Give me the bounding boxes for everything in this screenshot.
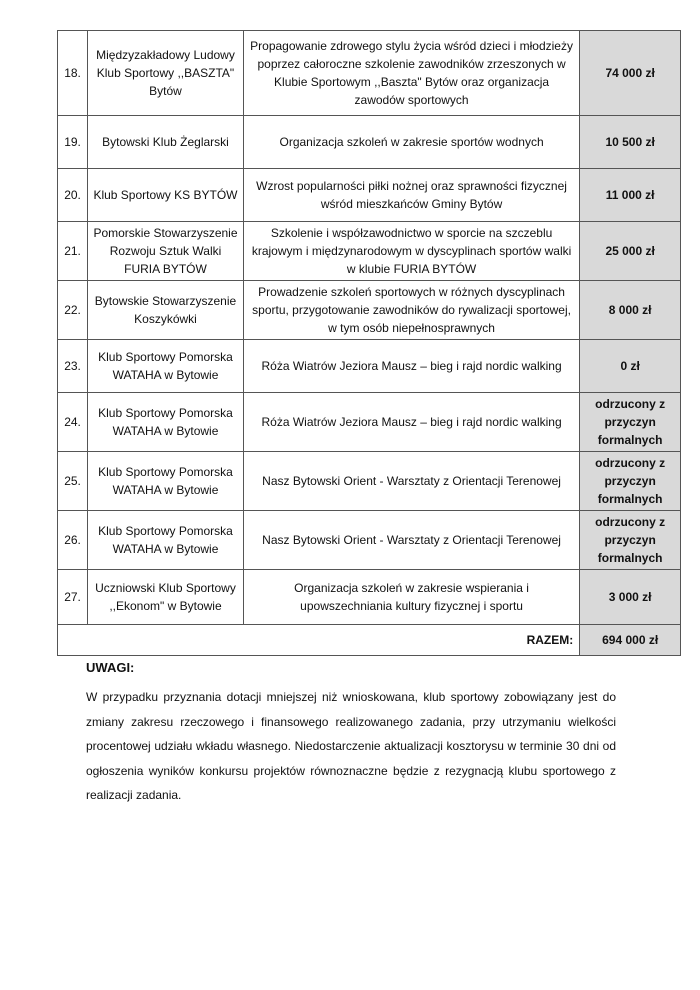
task-description: Róża Wiatrów Jeziora Mausz – bieg i rajd nordic walking <box>243 393 579 452</box>
total-amount: 694 000 zł <box>580 625 681 656</box>
row-number: 24. <box>58 393 88 452</box>
table-row <box>58 452 681 511</box>
organization-name: Międzyzakładowy Ludowy Klub Sportowy ,,BASZTA" Bytów <box>88 31 244 116</box>
row-number: 26. <box>58 511 88 570</box>
task-description: Nasz Bytowski Orient - Warsztaty z Orientacji Terenowej <box>243 511 579 570</box>
grant-amount: 11 000 zł <box>580 169 681 222</box>
table-row <box>58 393 681 452</box>
grant-amount: 0 zł <box>580 340 681 393</box>
table-row <box>58 116 681 169</box>
grant-amount: 8 000 zł <box>580 281 681 340</box>
table-row <box>58 31 681 116</box>
organization-name: Bytowskie Stowarzyszenie Koszykówki <box>88 281 244 340</box>
organization-name: Klub Sportowy Pomorska WATAHA w Bytowie <box>88 393 244 452</box>
task-description: Organizacja szkoleń w zakresie wspierania i upowszechniania kultury fizycznej i sportu <box>243 570 579 625</box>
total-row <box>58 625 681 656</box>
row-number: 19. <box>58 116 88 169</box>
row-number: 27. <box>58 570 88 625</box>
table-row <box>58 169 681 222</box>
organization-name: Klub Sportowy KS BYTÓW <box>88 169 244 222</box>
grant-amount: 10 500 zł <box>580 116 681 169</box>
row-number: 23. <box>58 340 88 393</box>
grant-amount: 3 000 zł <box>580 570 681 625</box>
task-description: Róża Wiatrów Jeziora Mausz – bieg i rajd nordic walking <box>243 340 579 393</box>
grants-table <box>57 30 681 656</box>
grant-amount: odrzucony z przyczyn formalnych <box>580 452 681 511</box>
table-row <box>58 511 681 570</box>
task-description: Nasz Bytowski Orient - Warsztaty z Orientacji Terenowej <box>243 452 579 511</box>
notes-text: W przypadku przyznania dotacji mniejszej niż wnioskowana, klub sportowy zobowiązany jest do zmiany zakresu rzeczowego i finansowego realizowanego zadania, przy utrzymaniu wielkości procentowej udziału wkładu własnego. Niedostarczenie aktualizacji kosztorysu w terminie 30 dni od ogłoszenia wyników konkursu projektów równoznaczne będzie z rezygnacją klubu sportowego z realizacji zadania. <box>86 690 616 802</box>
row-number: 20. <box>58 169 88 222</box>
notes-section <box>86 660 616 808</box>
grant-amount: 74 000 zł <box>580 31 681 116</box>
table-row <box>58 570 681 625</box>
organization-name: Uczniowski Klub Sportowy ,,Ekonom" w Bytowie <box>88 570 244 625</box>
task-description: Prowadzenie szkoleń sportowych w różnych dyscyplinach sportu, przygotowanie zawodników do rywalizacji sportowej, w tym osób niepełnosprawnych <box>243 281 579 340</box>
organization-name: Pomorskie Stowarzyszenie Rozwoju Sztuk Walki FURIA BYTÓW <box>88 222 244 281</box>
task-description: Organizacja szkoleń w zakresie sportów wodnych <box>243 116 579 169</box>
row-number: 18. <box>58 31 88 116</box>
row-number: 25. <box>58 452 88 511</box>
organization-name: Klub Sportowy Pomorska WATAHA w Bytowie <box>88 340 244 393</box>
organization-name: Bytowski Klub Żeglarski <box>88 116 244 169</box>
row-number: 22. <box>58 281 88 340</box>
task-description: Szkolenie i współzawodnictwo w sporcie na szczeblu krajowym i międzynarodowym w dyscyplinach sportów walki w klubie FURIA BYTÓW <box>243 222 579 281</box>
table-row <box>58 281 681 340</box>
grant-amount: odrzucony z przyczyn formalnych <box>580 393 681 452</box>
grant-amount: 25 000 zł <box>580 222 681 281</box>
task-description: Propagowanie zdrowego stylu życia wśród dzieci i młodzieży poprzez całoroczne szkolenie zawodników zrzeszonych w Klubie Sportowym ,,Baszta" Bytów oraz organizacja zawodów sportowych <box>243 31 579 116</box>
organization-name: Klub Sportowy Pomorska WATAHA w Bytowie <box>88 511 244 570</box>
total-label: RAZEM: <box>58 625 580 656</box>
task-description: Wzrost popularności piłki nożnej oraz sprawności fizycznej wśród mieszkańców Gminy Bytów <box>243 169 579 222</box>
organization-name: Klub Sportowy Pomorska WATAHA w Bytowie <box>88 452 244 511</box>
row-number: 21. <box>58 222 88 281</box>
grant-amount: odrzucony z przyczyn formalnych <box>580 511 681 570</box>
notes-heading: UWAGI: <box>86 660 135 675</box>
table-row <box>58 340 681 393</box>
table-row <box>58 222 681 281</box>
